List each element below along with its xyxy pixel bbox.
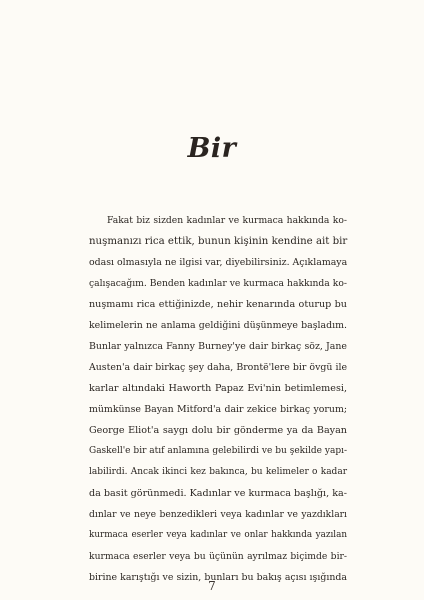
text-line: kelimelerin ne anlama geldiğini düşünmeye başladım. [89, 320, 347, 331]
text-line: çalışacağım. Benden kadınlar ve kurmaca hakkında ko- [89, 278, 347, 289]
text-line: karlar altındaki Haworth Papaz Evi'nin betimlemesi, [89, 383, 347, 394]
text-line: Fakat biz sizden kadınlar ve kurmaca hakkında ko- [107, 215, 347, 226]
text-line: odası olmasıyla ne ilgisi var, diyebilirsiniz. Açıklamaya [89, 257, 348, 268]
text-line: mümkünse Bayan Mitford'a dair zekice birkaç yorum; [89, 404, 347, 415]
body-paragraph [89, 210, 347, 588]
text-line: Gaskell'e bir atıf anlamına gelebilirdi ve bu şekilde yapı- [89, 446, 347, 456]
page-number: 7 [208, 579, 216, 593]
text-line: kurmaca eserler veya bu üçünün ayrılmaz biçimde bir- [89, 551, 347, 562]
text-line: da basit görünmedi. Kadınlar ve kurmaca başlığı, ka- [89, 488, 348, 499]
text-line: birine karıştığı ve sizin, bunları bu bakış açısı ışığında [89, 572, 347, 583]
text-line: labilirdi. Ancak ikinci kez bakınca, bu kelimeler o kadar [89, 467, 347, 477]
text-line: nuşmanızı rica ettik, bunun kişinin kendine ait bir [89, 236, 348, 247]
text-line: George Eliot'a saygı dolu bir gönderme ya da Bayan [89, 425, 347, 436]
text-line: Austen'a dair birkaç şey daha, Brontë'lere bir övgü ile [89, 362, 347, 373]
text-line: kurmaca eserler veya kadınlar ve onlar hakkında yazılan [89, 530, 347, 540]
text-line: nuşmamı rica ettiğinizde, nehir kenarında oturup bu [89, 299, 347, 310]
chapter-title: Bir [187, 133, 237, 164]
text-line: dınlar ve neye benzedikleri veya kadınlar ve yazdıkları [89, 509, 347, 520]
text-line: Bunlar yalnızca Fanny Burney'ye dair birkaç söz, Jane [89, 341, 347, 352]
